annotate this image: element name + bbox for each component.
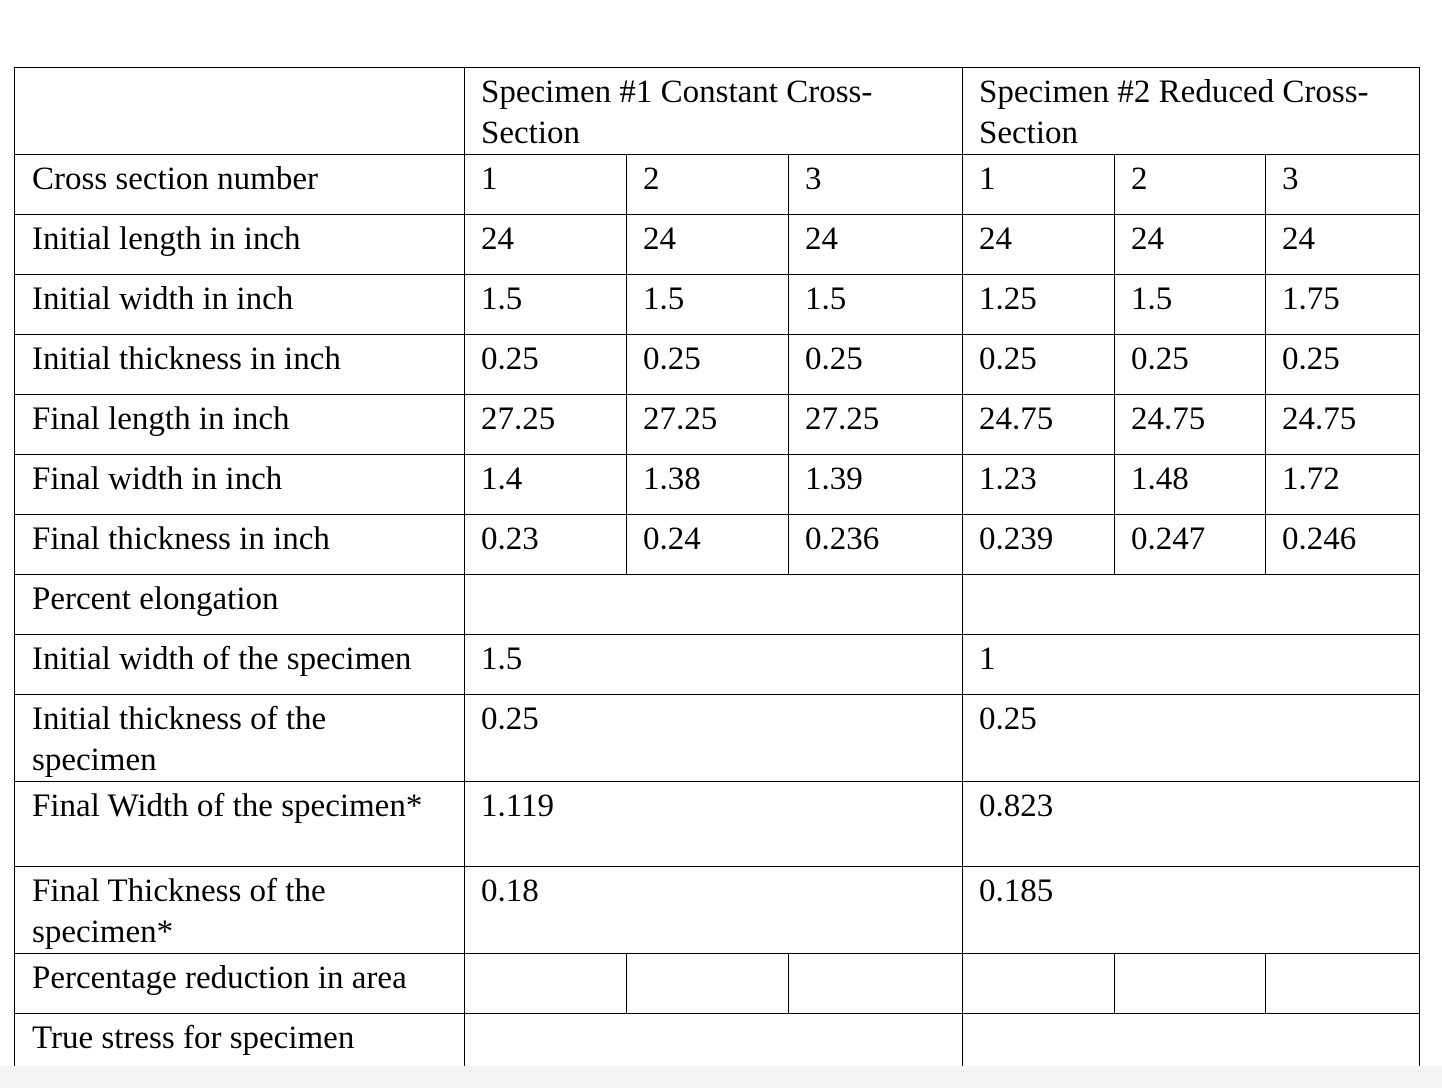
table-row — [15, 395, 1420, 455]
specimen1-header: Specimen #1 Constant Cross-Section — [465, 68, 963, 155]
table-cell: 0.823 — [963, 782, 1420, 867]
table-cell: 1 — [465, 155, 627, 215]
row-label: Initial thickness of the specimen — [15, 695, 465, 782]
table-cell: 24.75 — [1266, 395, 1420, 455]
table-cell: 1.48 — [1115, 455, 1266, 515]
table-cell: 0.25 — [1115, 335, 1266, 395]
table-cell: 1.4 — [465, 455, 627, 515]
table-row — [15, 335, 1420, 395]
row-label: Final Thickness of the specimen* — [15, 867, 465, 954]
table-row — [15, 275, 1420, 335]
table-cell: 27.25 — [789, 395, 963, 455]
table-cell: 24 — [1266, 215, 1420, 275]
table-cell: 24 — [627, 215, 789, 275]
table-cell: 24 — [1115, 215, 1266, 275]
table-cell: 0.25 — [963, 695, 1420, 782]
table-cell: 3 — [789, 155, 963, 215]
row-label: Percent elongation — [15, 575, 465, 635]
table-cell — [963, 954, 1115, 1014]
row-label: True stress for specimen — [15, 1014, 465, 1074]
table-cell — [963, 1014, 1420, 1074]
table-cell: 2 — [627, 155, 789, 215]
table-cell: 1.5 — [1115, 275, 1266, 335]
row-label: Initial length in inch — [15, 215, 465, 275]
table-cell — [465, 575, 963, 635]
row-label: Initial width of the specimen — [15, 635, 465, 695]
table-row — [15, 515, 1420, 575]
table-cell — [963, 575, 1420, 635]
table-cell: 0.25 — [963, 335, 1115, 395]
table-cell: 1.119 — [465, 782, 963, 867]
table-row — [15, 1014, 1420, 1074]
row-label: Initial width in inch — [15, 275, 465, 335]
table-cell: 24 — [963, 215, 1115, 275]
table-cell: 1.5 — [627, 275, 789, 335]
table-cell: 0.247 — [1115, 515, 1266, 575]
table-row — [15, 954, 1420, 1014]
table-cell: 1.39 — [789, 455, 963, 515]
table-cell: 1.25 — [963, 275, 1115, 335]
table-cell — [1115, 954, 1266, 1014]
table-cell: 27.25 — [465, 395, 627, 455]
table-cell: 0.25 — [465, 695, 963, 782]
table-cell: 1.5 — [789, 275, 963, 335]
table-cell: 0.236 — [789, 515, 963, 575]
table-cell: 1.23 — [963, 455, 1115, 515]
table-cell: 27.25 — [627, 395, 789, 455]
table-cell: 2 — [1115, 155, 1266, 215]
table-cell — [1266, 954, 1420, 1014]
table-row — [15, 215, 1420, 275]
row-label: Final width in inch — [15, 455, 465, 515]
table-row — [15, 867, 1420, 954]
table-cell: 1.72 — [1266, 455, 1420, 515]
tensile-test-table — [14, 67, 1420, 1074]
table-cell: 1.5 — [465, 635, 963, 695]
table-cell: 3 — [1266, 155, 1420, 215]
page-bottom-edge — [0, 1066, 1442, 1088]
row-label: Percentage reduction in area — [15, 954, 465, 1014]
row-label: Final length in inch — [15, 395, 465, 455]
table-cell: 0.18 — [465, 867, 963, 954]
table-cell: 1 — [963, 155, 1115, 215]
table-cell: 0.246 — [1266, 515, 1420, 575]
table-cell: 1.38 — [627, 455, 789, 515]
table-row — [15, 695, 1420, 782]
table-cell: 1.75 — [1266, 275, 1420, 335]
table-row — [15, 455, 1420, 515]
table-cell: 1.5 — [465, 275, 627, 335]
row-label: Final thickness in inch — [15, 515, 465, 575]
table-row — [15, 635, 1420, 695]
table-cell: 0.25 — [1266, 335, 1420, 395]
table-cell: 0.25 — [627, 335, 789, 395]
table-cell: 0.239 — [963, 515, 1115, 575]
row-label: Cross section number — [15, 155, 465, 215]
table-cell: 24.75 — [1115, 395, 1266, 455]
table-row — [15, 155, 1420, 215]
row-label: Final Width of the specimen* — [15, 782, 465, 867]
table-cell — [789, 954, 963, 1014]
table-cell: 0.24 — [627, 515, 789, 575]
table-cell — [465, 1014, 963, 1074]
table-cell: 0.23 — [465, 515, 627, 575]
table-row — [15, 782, 1420, 867]
specimen2-header: Specimen #2 Reduced Cross-Section — [963, 68, 1420, 155]
table-cell: 1 — [963, 635, 1420, 695]
table-cell: 0.185 — [963, 867, 1420, 954]
table-cell: 0.25 — [789, 335, 963, 395]
header-corner-cell — [15, 68, 465, 155]
table-cell — [627, 954, 789, 1014]
table-cell: 24.75 — [963, 395, 1115, 455]
table-row — [15, 575, 1420, 635]
row-label: Initial thickness in inch — [15, 335, 465, 395]
table-cell — [465, 954, 627, 1014]
table-cell: 24 — [465, 215, 627, 275]
table-cell: 24 — [789, 215, 963, 275]
table-cell: 0.25 — [465, 335, 627, 395]
header-row — [15, 68, 1420, 155]
